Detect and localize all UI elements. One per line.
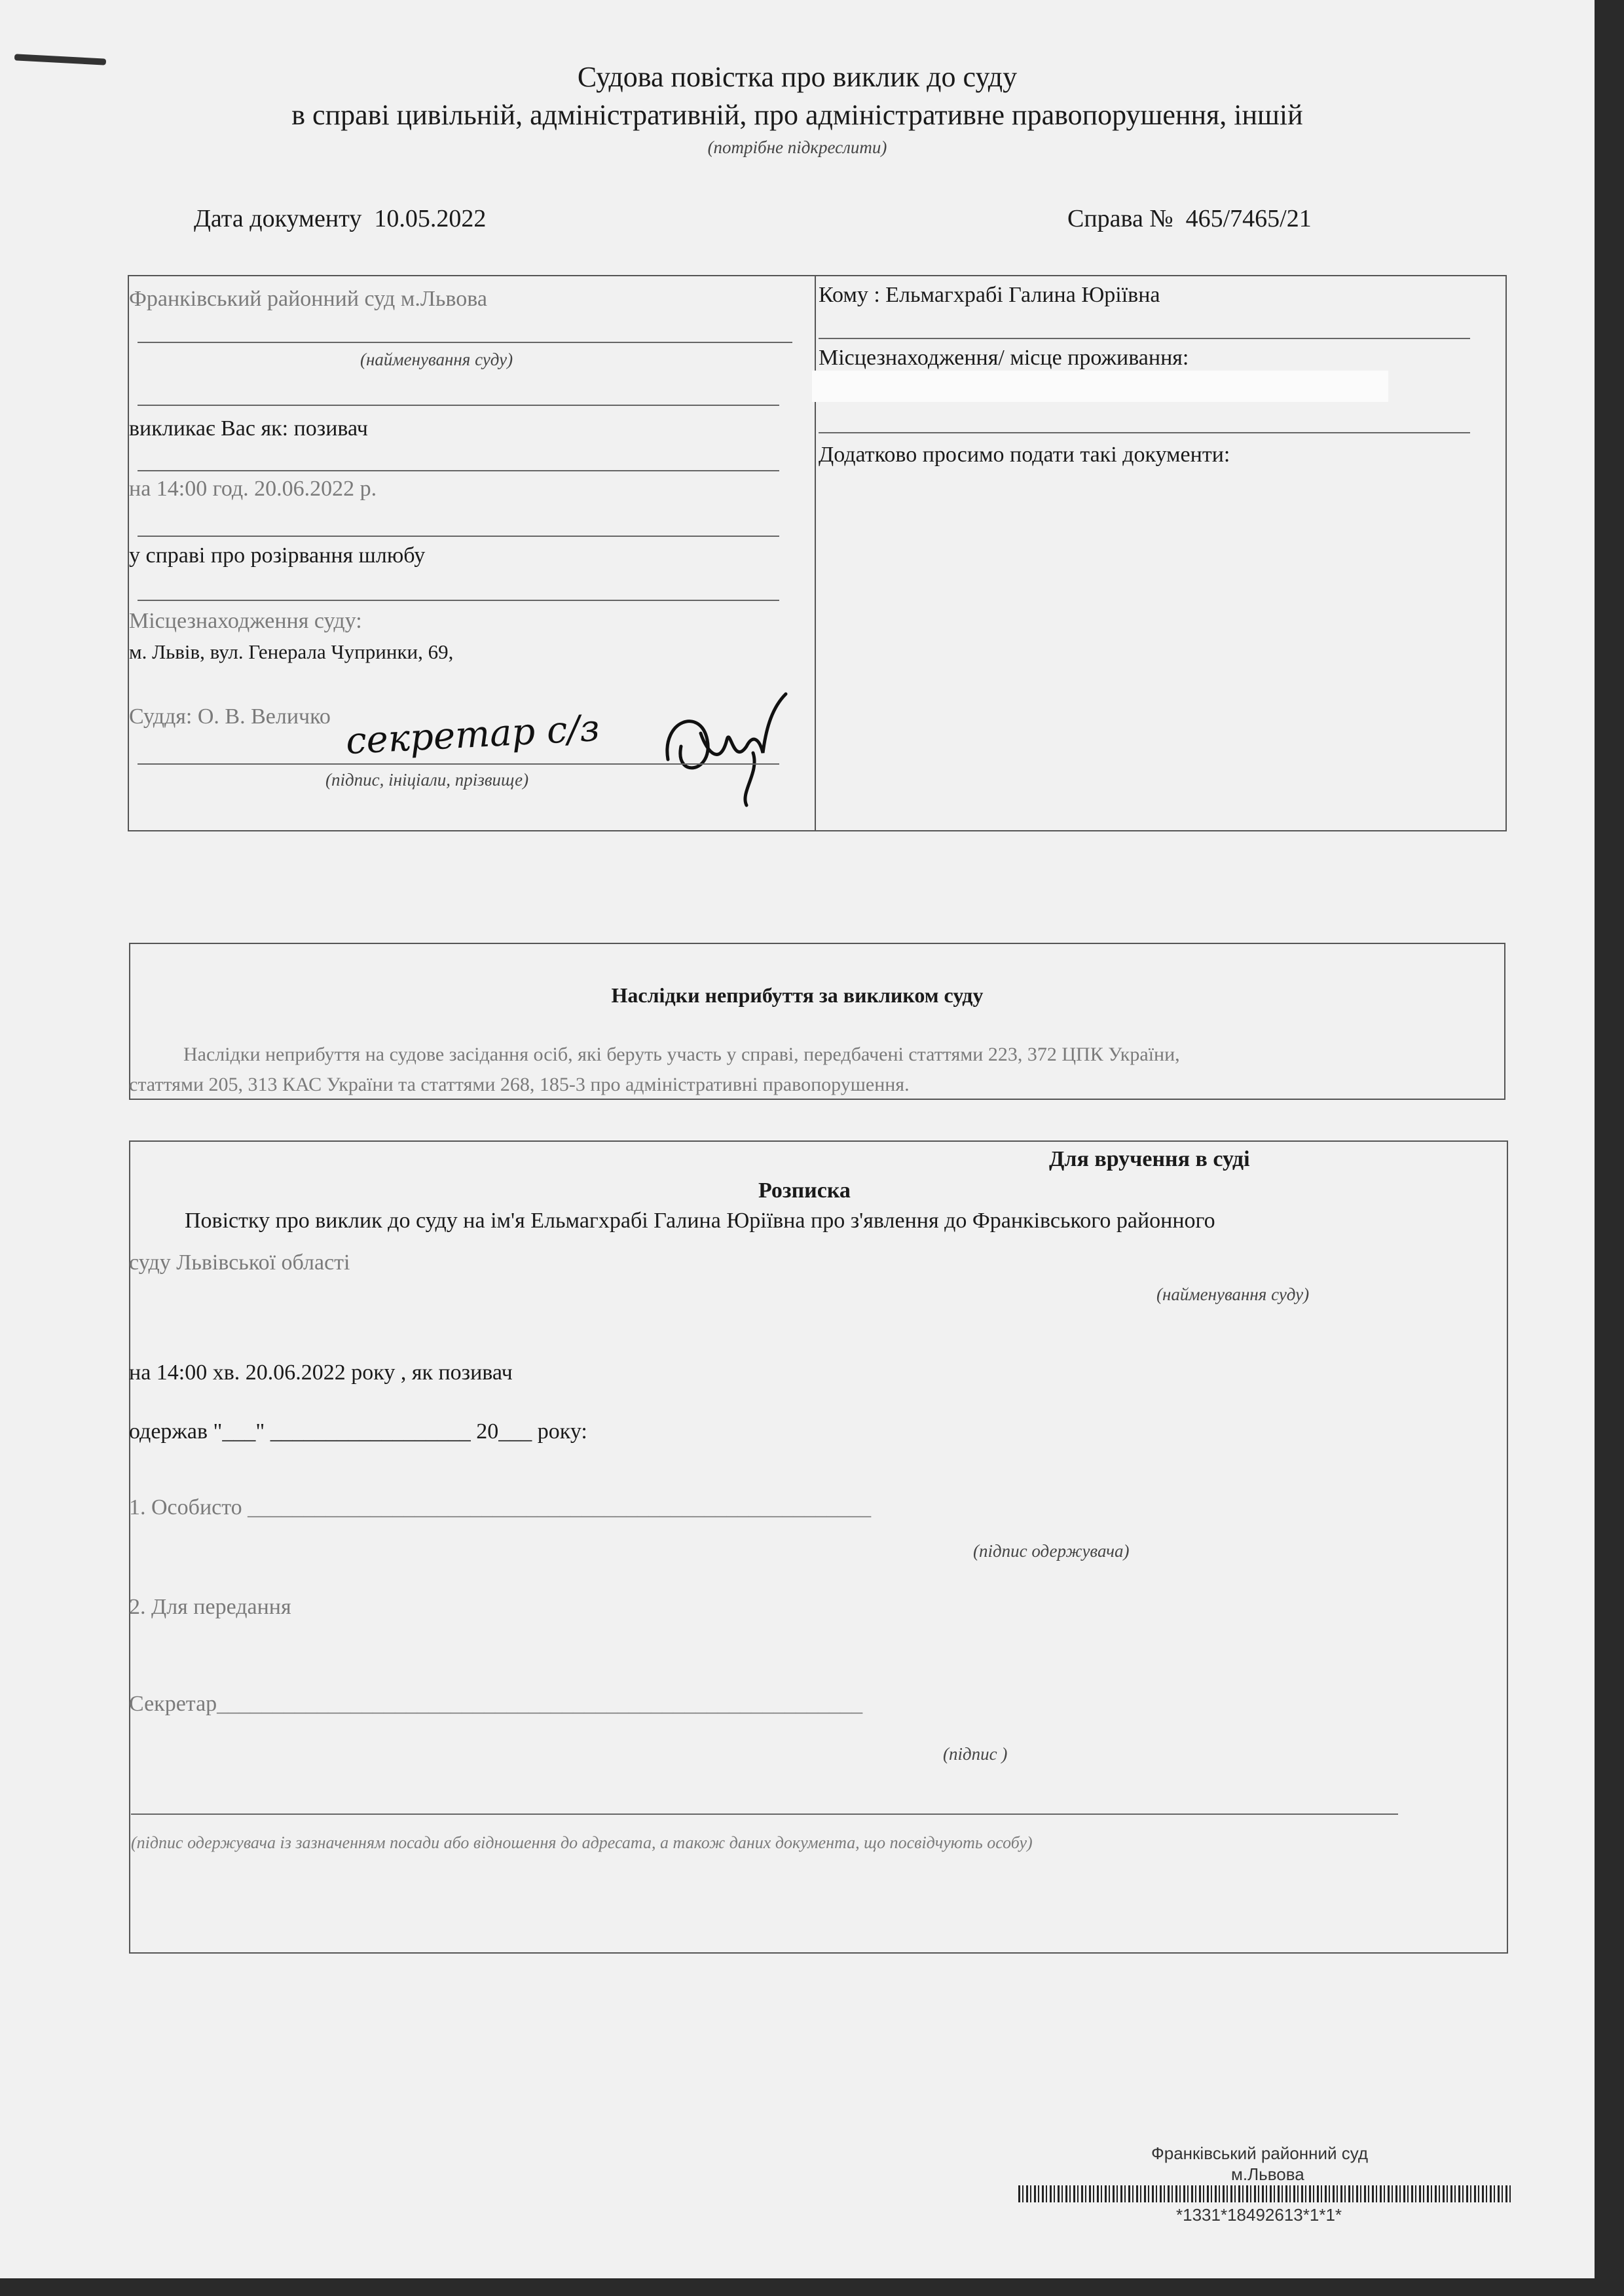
court-location-value: м. Львів, вул. Генерала Чупринки, 69, [129,640,454,663]
handwritten-note: секретар с/з [344,706,601,763]
court-name: Франківський районний суд м.Львова [129,287,487,311]
receipt-time: на 14:00 хв. 20.06.2022 року , як позивач [129,1360,513,1385]
signature-scribble [655,681,799,812]
summons-divider [815,275,816,831]
rule [138,763,779,765]
footer-court-line2: м.Львова [1231,2164,1304,2184]
rule [138,470,779,471]
documents-label: Додатково просимо подати такі документи: [819,443,1230,467]
rule [138,600,779,601]
rule [819,432,1470,433]
redacted-address [812,371,1388,402]
signature-hint: (підпис, ініціали, прізвище) [325,770,529,790]
case-label: Справа № [1067,205,1173,232]
rule [138,342,792,343]
rule [138,405,779,406]
rule [138,536,779,537]
case-subject: у справі про розірвання шлюбу [129,543,426,568]
for-transfer: 2. Для передання [129,1595,291,1619]
doc-date-label: Дата документу [194,205,362,232]
consequences-heading: Наслідки неприбуття за викликом суду [611,983,984,1007]
secretary-sign-hint: (підпис ) [943,1744,1008,1764]
receipt-line1: Повістку про виклик до суду на ім'я Ельмагхрабі Галина Юріївна про з'явлення до Франківського районного [185,1209,1215,1233]
consequences-line1: Наслідки неприбуття на судове засідання осіб, які беруть участь у справі, передбачені статтями 223, 372 ЦПК України, [183,1044,1180,1065]
barcode-text: *1331*18492613*1*1* [1176,2205,1342,2225]
summons-time: на 14:00 год. 20.06.2022 р. [129,477,377,501]
received-line: одержав "___" __________________ 20___ року: [129,1419,587,1444]
rule [819,338,1470,339]
title-hint: (потрібне підкреслити) [707,137,887,157]
receipt-line2: суду Львівської області [129,1250,350,1275]
court-name-hint: (найменування суду) [360,350,513,369]
doc-date-value: 10.05.2022 [374,205,487,232]
doc-date [194,204,486,233]
title-line1: Судова повістка про виклик до суду [577,61,1018,93]
for-court: Для вручення в суді [1049,1147,1250,1171]
receipt-court-hint: (найменування суду) [1156,1285,1310,1304]
rule [131,1813,1398,1815]
personally-line: 1. Особисто ________________________________________________________ [129,1495,872,1520]
judge: Суддя: О. В. Величко [129,704,331,729]
footer-court-line1: Франківський районний суд [1151,2143,1369,2163]
location-label: Місцезнаходження/ місце проживання: [819,346,1189,370]
case-number [1067,204,1312,233]
consequences-line2: статтями 205, 313 КАС України та статтями 268, 185-3 про адміністративні правопорушення. [129,1074,910,1095]
title-line2: в справі цивільній, адміністративній, про адміністративне правопорушення, іншій [291,99,1303,131]
bottom-hint: (підпис одержувача із зазначенням посади або відношення до адресата, а також даних документа, що посвідчують особу) [131,1833,1033,1852]
receipt-heading: Розписка [758,1178,851,1203]
secretary-line: Секретар__________________________________________________________ [129,1692,863,1716]
recipient-sign-hint: (підпис одержувача) [973,1541,1130,1561]
barcode [1018,2185,1513,2202]
summons-as: викликає Вас як: позивач [129,416,368,441]
case-value: 465/7465/21 [1185,205,1312,232]
recipient: Кому : Ельмагхрабі Галина Юріївна [819,283,1160,307]
court-location-label: Місцезнаходження суду: [129,609,362,633]
